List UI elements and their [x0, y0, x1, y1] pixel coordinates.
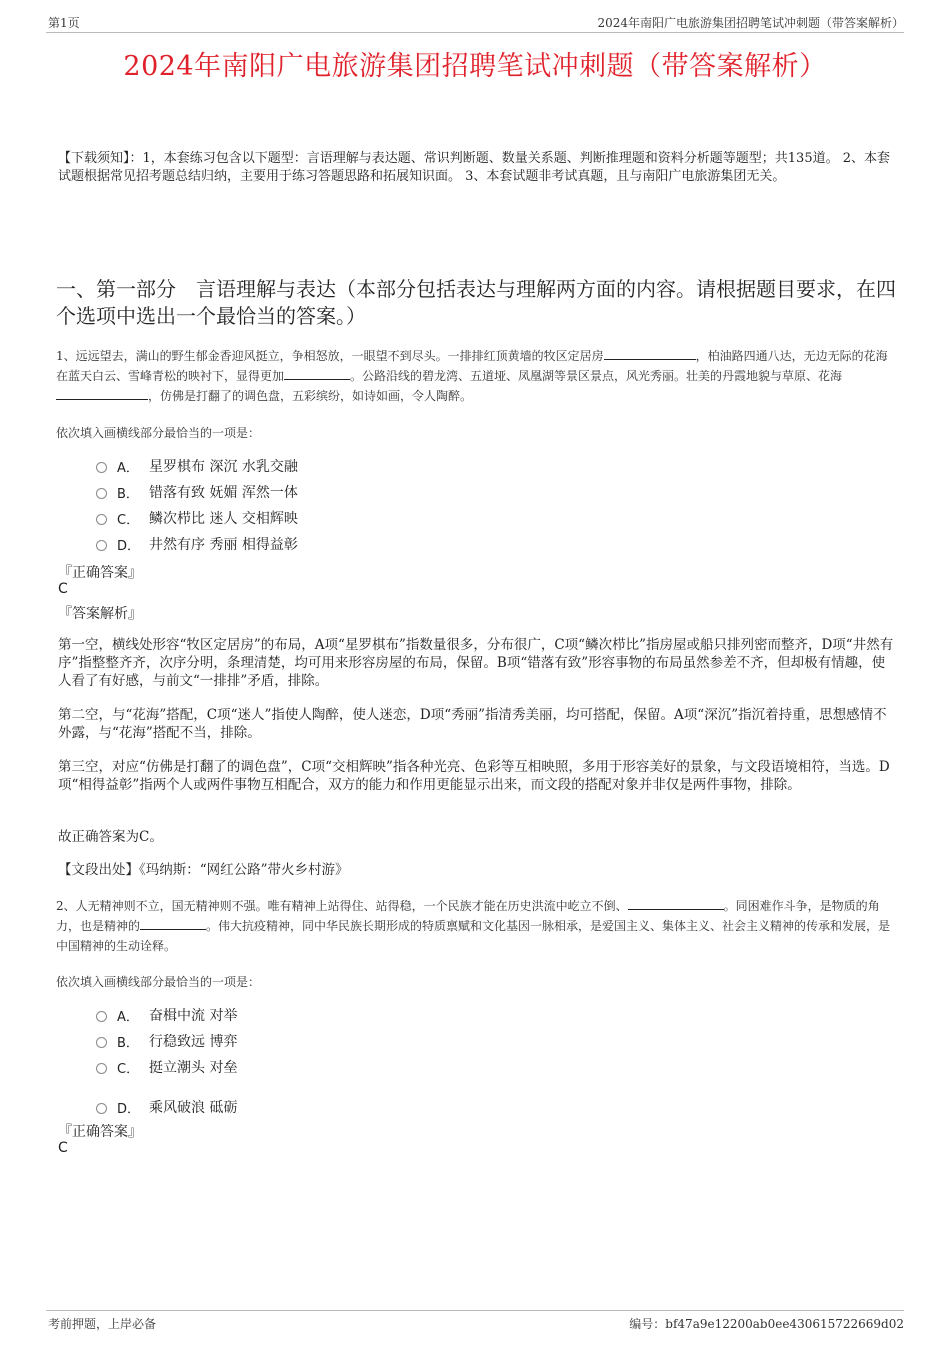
q1-analysis-paragraph-2: 第二空，与“花海”搭配，C项“迷人”指使人陶醉，使人迷恋，D项“秀丽”指清秀美丽，均可搭配，保留。A项“深沉”指沉着持重，思想感情不外露，与“花海”搭配不当，排除。: [58, 707, 887, 741]
q1-analysis-paragraph-3: 第三空，对应“仿佛是打翻了的调色盘”，C项“交相辉映”指各种光亮、色彩等互相映照，多用于形容美好的景象，与文段语境相符，当选。D项“相得益彰”指两个人或两件事物互相配合，双方的能力和作用更能显示出来，而文段的搭配对象并非仅是两件事物，排除。: [58, 759, 890, 793]
q1-text-part-2: ，柏油路四通八达，无边无际的花海在蓝天白云、雪峰青松的映衬下，显得更加: [56, 349, 888, 383]
q1-analysis-paragraph-1: 第一空，横线处形容“牧区定居房”的布局，A项“星罗棋布”指数量很多，分布很广，C项“鳞次栉比”指房屋或船只排列密而整齐，D项“井然有序”指整整齐齐，次序分明，条理清楚，均可用来形容房屋的布局，保留。B项“错落有致”形容事物的布局虽然参差不齐，但却极有情趣，使人看了有好感，与前文“一排排”矛盾，排除。: [58, 637, 894, 689]
footer-divider: [46, 1310, 904, 1311]
q2-text-part-2: 。同困难作斗争，是物质的角力，也是精神的: [56, 899, 880, 933]
q2-prompt: 依次填入画横线部分最恰当的一项是：: [56, 975, 261, 989]
q1-blank-1: [604, 347, 696, 360]
page-number: 第1页: [48, 16, 80, 30]
q1-option-c[interactable]: C． 鳞次栉比 迷人 交相辉映: [96, 505, 298, 531]
q2-text-part-3: 。伟大抗疫精神，同中华民族长期形成的特质禀赋和文化基因一脉相承，是爱国主义、集体主义、社会主义精神的传承和发展，是中国精神的生动诠释。: [56, 919, 891, 953]
q1-text-part-3: 。公路沿线的碧龙湾、五道垭、凤凰湖等景区景点，风光秀丽。壮美的丹霞地貌与草原、花海: [350, 369, 843, 383]
header-divider: [46, 32, 904, 33]
q1-prompt: 依次填入画横线部分最恰当的一项是：: [56, 426, 261, 440]
q1-option-b[interactable]: B． 错落有致 妩媚 浑然一体: [96, 479, 298, 505]
footer-slogan: 考前押题，上岸必备: [48, 1317, 157, 1331]
q2-option-a[interactable]: A． 奋楫中流 对举: [96, 1002, 237, 1028]
q1-options: [96, 453, 298, 557]
q1-answer: C: [58, 581, 68, 597]
q2-answer-label: 『正确答案』: [58, 1124, 142, 1140]
q1-option-a[interactable]: A． 星罗棋布 深沉 水乳交融: [96, 453, 298, 479]
q2-answer: C: [58, 1140, 68, 1156]
question-2-text: [56, 896, 892, 956]
section-title: 一、第一部分 言语理解与表达（本部分包括表达与理解两方面的内容。请根据题目要求，在四个选项中选出一个最恰当的答案。）: [56, 277, 896, 328]
q2-option-d[interactable]: D． 乘风破浪 砥砺: [96, 1094, 237, 1120]
running-header: 2024年南阳广电旅游集团招聘笔试冲刺题（带答案解析）: [597, 16, 904, 30]
q1-text-part-4: ，仿佛是打翻了的调色盘，五彩缤纷，如诗如画，令人陶醉。: [148, 389, 473, 403]
document-title: 2024年南阳广电旅游集团招聘笔试冲刺题（带答案解析）: [123, 51, 827, 82]
radio-icon[interactable]: [96, 462, 107, 473]
q2-blank-2: [140, 917, 206, 930]
document-id: 编号：bf47a9e12200ab0ee430615722669d02: [629, 1317, 904, 1331]
q1-analysis-paragraph-4: 故正确答案为C。: [58, 829, 163, 845]
q1-option-d[interactable]: D． 井然有序 秀丽 相得益彰: [96, 531, 298, 557]
radio-icon[interactable]: [96, 1103, 107, 1114]
radio-icon[interactable]: [96, 514, 107, 525]
radio-icon[interactable]: [96, 1011, 107, 1022]
q2-options: [96, 1002, 237, 1120]
q2-option-b[interactable]: B． 行稳致远 博弈: [96, 1028, 237, 1054]
q2-text-part-1: 2、人无精神则不立，国无精神则不强。唯有精神上站得住、站得稳，一个民族才能在历史洪流中屹立不倒、: [56, 899, 628, 913]
q1-answer-label: 『正确答案』: [58, 565, 142, 581]
radio-icon[interactable]: [96, 488, 107, 499]
q2-blank-1: [628, 897, 724, 910]
q1-analysis-label: 『答案解析』: [58, 606, 142, 622]
q1-source: 【文段出处】《玛纳斯：“网红公路”带火乡村游》: [58, 862, 349, 878]
question-1-text: [56, 346, 892, 406]
radio-icon[interactable]: [96, 1063, 107, 1074]
q1-text-part-1: 1、远远望去，满山的野生郁金香迎风挺立，争相怒放，一眼望不到尽头。一排排红顶黄墙的牧区定居房: [56, 349, 604, 363]
radio-icon[interactable]: [96, 540, 107, 551]
q1-blank-2: [284, 367, 350, 380]
q2-option-c[interactable]: C． 挺立潮头 对垒: [96, 1054, 237, 1080]
radio-icon[interactable]: [96, 1037, 107, 1048]
download-notice: 【下载须知】：1，本套练习包含以下题型：言语理解与表达题、常识判断题、数量关系题、判断推理题和资料分析题等题型；共135道。 2、本套试题根据常见招考题总结归纳，主要用于练习答题思路和拓展知识面。 3、本套试题非考试真题，且与南阳广电旅游集团无关。: [58, 151, 890, 184]
q1-blank-3: [56, 387, 148, 400]
